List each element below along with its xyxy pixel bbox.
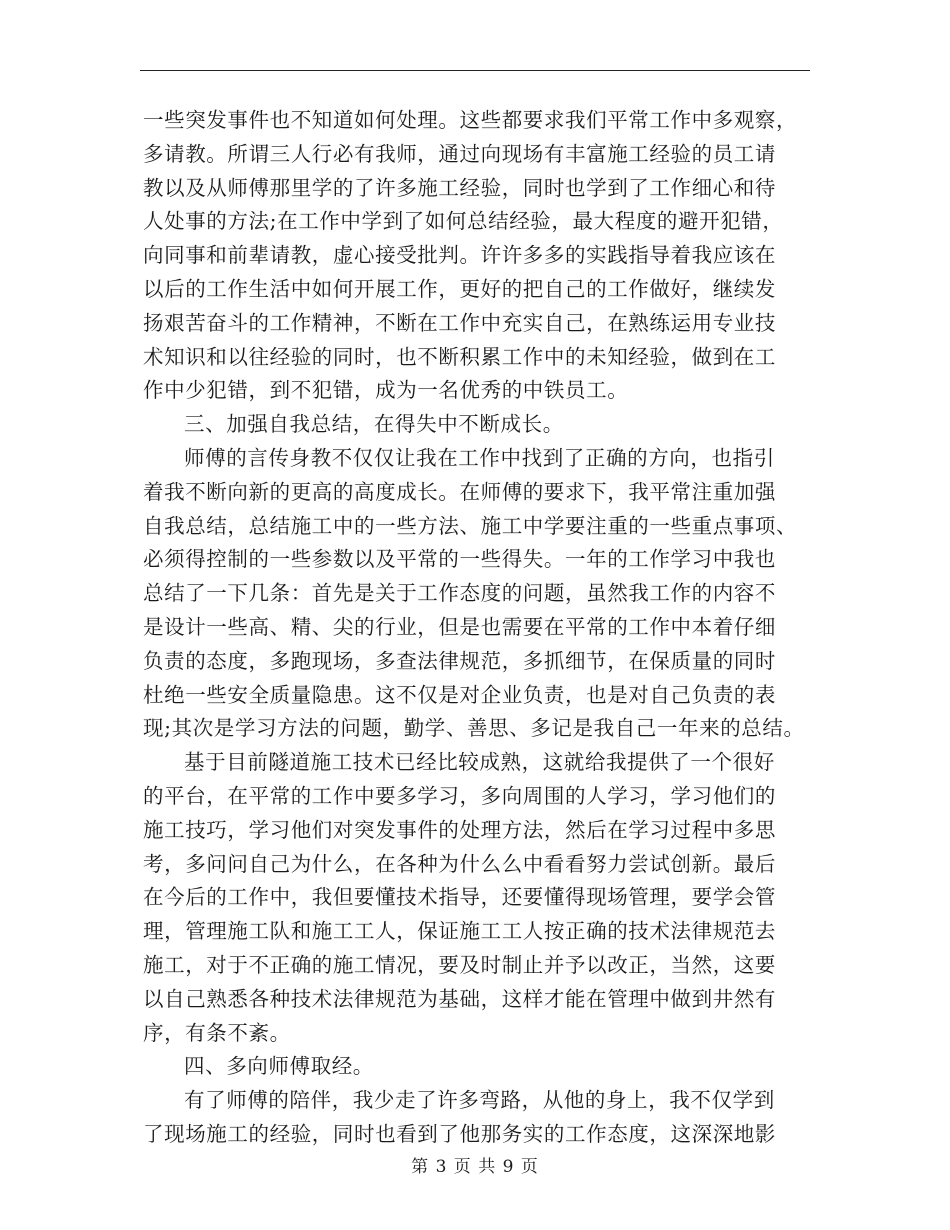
text-line: 在今后的工作中，我但要懂技术指导，还要懂得现场管理，要学会管 <box>143 885 776 910</box>
text-line: 考，多问问自己为什么，在各种为什么么中看看努力尝试创新。最后 <box>143 851 776 876</box>
text-line: 理，管理施工队和施工工人，保证施工工人按正确的技术法律规范去 <box>143 919 776 944</box>
text-line: 一些突发事件也不知道如何处理。这些都要求我们平常工作中多观察， <box>143 108 798 132</box>
text-line: 三、加强自我总结，在得失中不断成长。 <box>184 412 564 437</box>
text-line: 了现场施工的经验，同时也看到了他那务实的工作态度，这深深地影 <box>143 1121 776 1146</box>
text-line: 扬艰苦奋斗的工作精神，不断在工作中充实自己，在熟练运用专业技 <box>143 310 776 335</box>
text-line: 施工技巧，学习他们对突发事件的处理方法，然后在学习过程中多思 <box>143 817 776 842</box>
text-line: 的平台，在平常的工作中要多学习，多向周围的人学习，学习他们的 <box>143 783 776 808</box>
text-line: 有了师傅的陪伴，我少走了许多弯路，从他的身上，我不仅学到 <box>184 1088 775 1113</box>
text-line: 教以及从师傅那里学的了许多施工经验，同时也学到了工作细心和待 <box>143 175 776 200</box>
text-line: 向同事和前辈请教，虚心接受批判。许许多多的实践指导着我应该在 <box>143 243 776 268</box>
text-line: 术知识和以往经验的同时，也不断积累工作中的未知经验，做到在工 <box>143 344 776 369</box>
text-line: 施工，对于不正确的施工情况，要及时制止并予以改正，当然，这要 <box>143 952 776 977</box>
text-line: 作中少犯错，到不犯错，成为一名优秀的中铁员工。 <box>143 378 629 403</box>
document-body <box>143 104 823 1152</box>
text-line: 四、多向师傅取经。 <box>184 1054 374 1079</box>
text-line: 以后的工作生活中如何开展工作，更好的把自己的工作做好，继续发 <box>143 276 776 301</box>
text-line: 现;其次是学习方法的问题，勤学、善思、多记是我自己一年来的总结。 <box>143 716 805 741</box>
text-line: 总结了一下几条：首先是关于工作态度的问题，虽然我工作的内容不 <box>143 581 776 606</box>
text-line: 着我不断向新的更高的高度成长。在师傅的要求下，我平常注重加强 <box>143 479 776 504</box>
header-rule <box>140 70 810 71</box>
text-line: 是设计一些高、精、尖的行业，但是也需要在平常的工作中本着仔细 <box>143 614 776 639</box>
text-line: 必须得控制的一些参数以及平常的一些得失。一年的工作学习中我也 <box>143 547 776 572</box>
text-line: 负责的态度，多跑现场，多查法律规范，多抓细节，在保质量的同时 <box>143 648 776 673</box>
text-line: 自我总结，总结施工中的一些方法、施工中学要注重的一些重点事项、 <box>143 513 798 538</box>
text-line: 多请教。所谓三人行必有我师，通过向现场有丰富施工经验的员工请 <box>143 141 776 166</box>
page-footer: 第 3 页 共 9 页 <box>411 1157 539 1177</box>
text-line: 师傅的言传身教不仅仅让我在工作中找到了正确的方向，也指引 <box>184 445 775 470</box>
text-line: 以自己熟悉各种技术法律规范为基础，这样才能在管理中做到井然有 <box>143 986 776 1011</box>
text-line: 基于目前隧道施工技术已经比较成熟，这就给我提供了一个很好 <box>184 750 775 775</box>
text-line: 序，有条不紊。 <box>143 1020 291 1045</box>
text-line: 人处事的方法;在工作中学到了如何总结经验，最大程度的避开犯错， <box>143 209 784 234</box>
text-line: 杜绝一些安全质量隐患。这不仅是对企业负责，也是对自己负责的表 <box>143 682 776 707</box>
